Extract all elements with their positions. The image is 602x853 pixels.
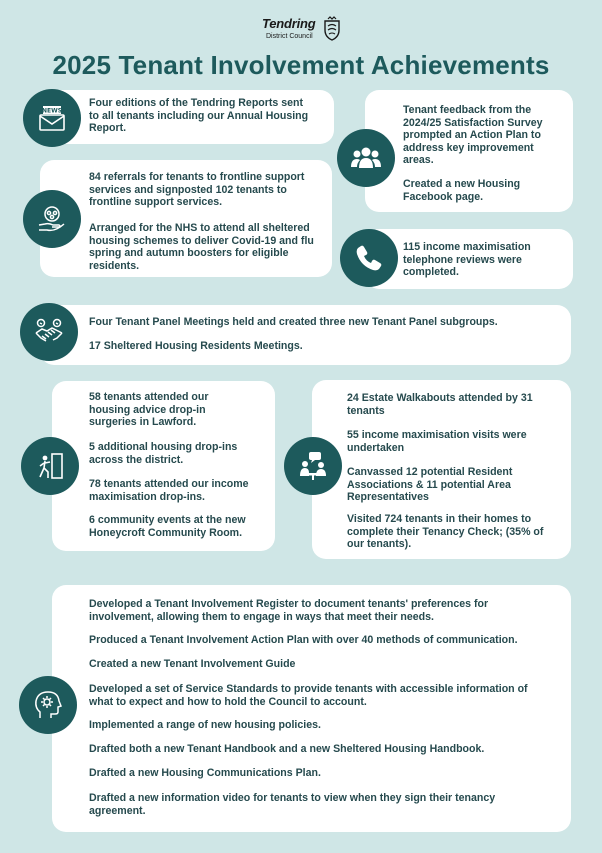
text-line: Developed a Tenant Involvement Register to document tenants' preferences for (89, 598, 489, 610)
text-line: Canvassed 12 potential Resident (347, 466, 513, 478)
text-line: tenants (347, 404, 385, 417)
logo-name: Tendring (262, 16, 316, 31)
text-line: services and signposted 102 tenants to (89, 183, 287, 196)
text-line: surgeries in Lawford. (89, 416, 197, 429)
dropins-text-b (89, 441, 237, 466)
text-line: 84 referrals for tenants to frontline support (89, 171, 305, 183)
text-line: 55 income maximisation visits were (347, 429, 527, 441)
nhs-text (89, 222, 314, 272)
facebook-text (403, 178, 520, 203)
text-line: telephone reviews were (403, 253, 522, 266)
text-line: 6 community events at the new (89, 514, 246, 526)
text-line: Four Tenant Panel Meetings held and created three new Tenant Panel subgroups. (89, 316, 498, 328)
text-line: maximisation drop-ins. (89, 490, 205, 503)
register-text-a (89, 598, 488, 623)
door-exit-icon (21, 437, 79, 495)
text-line: housing schemes to deliver Covid-19 and flu (89, 234, 314, 247)
text-line: Report. (89, 122, 127, 135)
text-line: 58 tenants attended our (89, 391, 209, 403)
dropins-text-d (89, 514, 246, 539)
estate-text-d (347, 513, 543, 551)
register-text-g (89, 767, 321, 780)
text-line: frontline support services. (89, 196, 223, 209)
text-line: completed. (403, 266, 459, 279)
phone-icon (340, 229, 398, 287)
text-line: Tenant feedback from the (403, 104, 532, 116)
feedback-text (403, 104, 543, 167)
text-line: involvement, allowing them to engage in ways that meet their needs. (89, 610, 434, 623)
register-text-b (89, 634, 518, 647)
crest-icon (322, 16, 342, 42)
text-line: 78 tenants attended our income (89, 478, 249, 490)
text-line: Drafted both a new Tenant Handbook and a new Sheltered Housing Handbook. (89, 743, 485, 755)
text-line: Produced a Tenant Involvement Action Plan with over 40 methods of communication. (89, 634, 518, 646)
estate-text-c (347, 466, 512, 504)
newsletters-text (89, 97, 308, 135)
register-text-c (89, 658, 295, 671)
text-line: Facebook page. (403, 190, 484, 203)
text-line: Drafted a new information video for tenants to view when they sign their tenancy (89, 792, 496, 804)
text-line: housing advice drop-in (89, 403, 206, 416)
text-line: Implemented a range of new housing policies. (89, 719, 321, 731)
text-line: undertaken (347, 441, 405, 454)
text-line: Created a new Tenant Involvement Guide (89, 658, 296, 670)
newsletter-icon (23, 89, 81, 147)
text-line: Four editions of the Tendring Reports sent (89, 97, 304, 109)
dropins-text-c (89, 478, 249, 503)
card-panel-meetings (40, 305, 571, 365)
text-line: Drafted a new Housing Communications Plan. (89, 767, 321, 779)
svg-text:NEWS: NEWS (41, 107, 63, 115)
text-line: Honeycroft Community Room. (89, 526, 243, 539)
text-line: prompted an Action Plan to (403, 129, 541, 142)
page-title: 2025 Tenant Involvement Achievements (52, 50, 550, 80)
text-line: across the district. (89, 453, 184, 466)
register-text-d (89, 683, 528, 708)
text-line: Associations & 11 potential Area (347, 478, 511, 491)
people-group-icon (337, 129, 395, 187)
text-line: Created a new Housing (403, 178, 521, 190)
support-hand-icon (23, 190, 81, 248)
text-line: 115 income maximisation (403, 241, 531, 253)
text-line: residents. (89, 259, 140, 272)
referrals-text (89, 171, 304, 209)
handshake-icon (20, 303, 78, 361)
head-gear-icon (19, 676, 77, 734)
text-line: complete their Tenancy Check; (35% of (347, 525, 544, 538)
text-line: spring and autumn boosters for eligible (89, 247, 289, 260)
text-line: 24 Estate Walkabouts attended by 31 (347, 392, 533, 404)
text-line: Arranged for the NHS to attend all sheltered (89, 222, 310, 234)
text-line: 17 Sheltered Housing Residents Meetings. (89, 340, 303, 352)
dropins-text-a (89, 391, 209, 429)
text-line: Representatives (347, 491, 429, 504)
register-text-f (89, 743, 484, 756)
text-line: to all tenants including our Annual Housing (89, 109, 309, 122)
logo-subtitle: District Council (266, 33, 313, 40)
text-line: 5 additional housing drop-ins (89, 441, 238, 453)
phone-reviews-text (403, 241, 531, 279)
text-line: Visited 724 tenants in their homes to (347, 513, 532, 525)
council-logo (262, 16, 342, 44)
estate-text-a (347, 392, 533, 417)
text-line: 2024/25 Satisfaction Survey (403, 116, 543, 129)
sheltered-meetings-text (89, 340, 303, 353)
text-line: Developed a set of Service Standards to provide tenants with accessible information of (89, 683, 528, 695)
text-line: address key improvement (403, 141, 534, 154)
text-line: what to expect and how to hold the Council to account. (89, 695, 367, 708)
register-text-h (89, 792, 495, 817)
text-line: agreement. (89, 804, 146, 817)
panel-text (89, 316, 498, 329)
register-text-e (89, 719, 321, 732)
meeting-icon (284, 437, 342, 495)
text-line: our tenants). (347, 538, 412, 551)
text-line: areas. (403, 154, 434, 167)
estate-text-b (347, 429, 527, 454)
